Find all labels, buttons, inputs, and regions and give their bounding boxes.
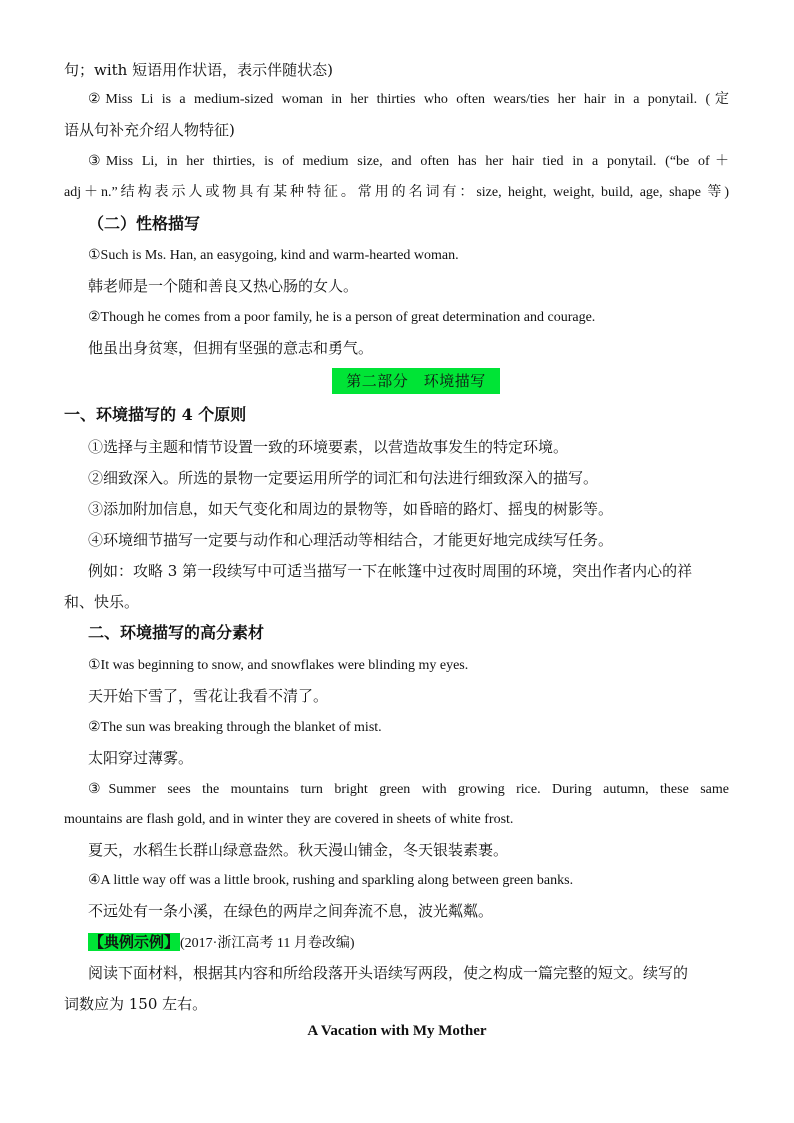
text-line: 和、快乐。 [64,593,140,611]
text-line: 韩老师是一个随和善良又热心肠的女人。 [88,277,359,295]
text-line: ①选择与主题和情节设置一致的环境要素，以营造故事发生的特定环境。 [88,438,569,456]
text-line: 天开始下雪了，雪花让我看不清了。 [88,687,329,705]
text-line: 夏天，水稻生长群山绿意盎然。秋天漫山铺金，冬天银装素裹。 [88,841,509,859]
text-line: 词数应为 150 左右。 [64,995,208,1013]
text-line: ①Such is Ms. Han, an easygoing, kind and warm-hearted woman. [88,248,459,263]
text-line: 他虽出身贫寒，但拥有坚强的意志和勇气。 [88,339,374,357]
text-line: ③Miss Li, in her thirties, is of medium size, and often has her hair tied in a ponytail. (“be of＋ [88,154,729,169]
text-line: ②Though he comes from a poor family, he is a person of great determination and courage. [88,310,596,325]
text-line: ④A little way off was a little brook, rushing and sparkling along between green banks. [88,873,574,888]
section-title: 第二部分 环境描写 [346,372,486,390]
example-line [88,932,354,954]
text-line: ②细致深入。所选的景物一定要运用所学的词汇和句法进行细致深入的描写。 [88,469,599,487]
section-heading: （二）性格描写 [88,214,201,233]
text-line: ④环境细节描写一定要与动作和心理活动等相结合，才能更好地完成续写任务。 [88,531,614,549]
text-line: ①It was beginning to snow, and snowflakes were blinding my eyes. [88,658,469,673]
example-source: (2017·浙江高考 11 月卷改编) [180,936,355,951]
text-line: mountains are flash gold, and in winter they are covered in sheets of white frost. [64,812,514,827]
text-line: ③添加附加信息，如天气变化和周边的景物等，如昏暗的路灯、摇曳的树影等。 [88,500,614,518]
text-line: adj＋n.”结构表示人或物具有某种特征。常用的名词有：size, height, weight, build, age, shape 等) [64,185,729,200]
example-tag: 【典例示例】 [89,933,180,951]
section-heading: 二、环境描写的高分素材 [88,623,265,642]
section-heading: 一、环境描写的 4 个原则 [64,405,247,424]
text-line: 语从句补充介绍人物特征) [64,121,235,139]
text-line: 太阳穿过薄雾。 [88,749,194,767]
text-line: 阅读下面材料，根据其内容和所给段落开头语续写两段，使之构成一篇完整的短文。续写的 [88,964,689,982]
text-line: 例如：攻略 3 第一段续写中可适当描写一下在帐篷中过夜时周围的环境，突出作者内心的祥 [88,562,693,580]
story-title: A Vacation with My Mother [307,1023,487,1039]
text-line: 句；with 短语用作状语，表示伴随状态) [64,61,333,79]
text-line: ②The sun was breaking through the blanket of mist. [88,720,382,735]
text-line: ③Summer sees the mountains turn bright green with growing rice. During autumn, these same [88,782,729,797]
text-line: ②Miss Li is a medium-sized woman in her thirties who often wears/ties her hair in a ponytail. (定 [88,92,729,107]
text-line: 不远处有一条小溪，在绿色的两岸之间奔流不息，波光粼粼。 [88,902,494,920]
